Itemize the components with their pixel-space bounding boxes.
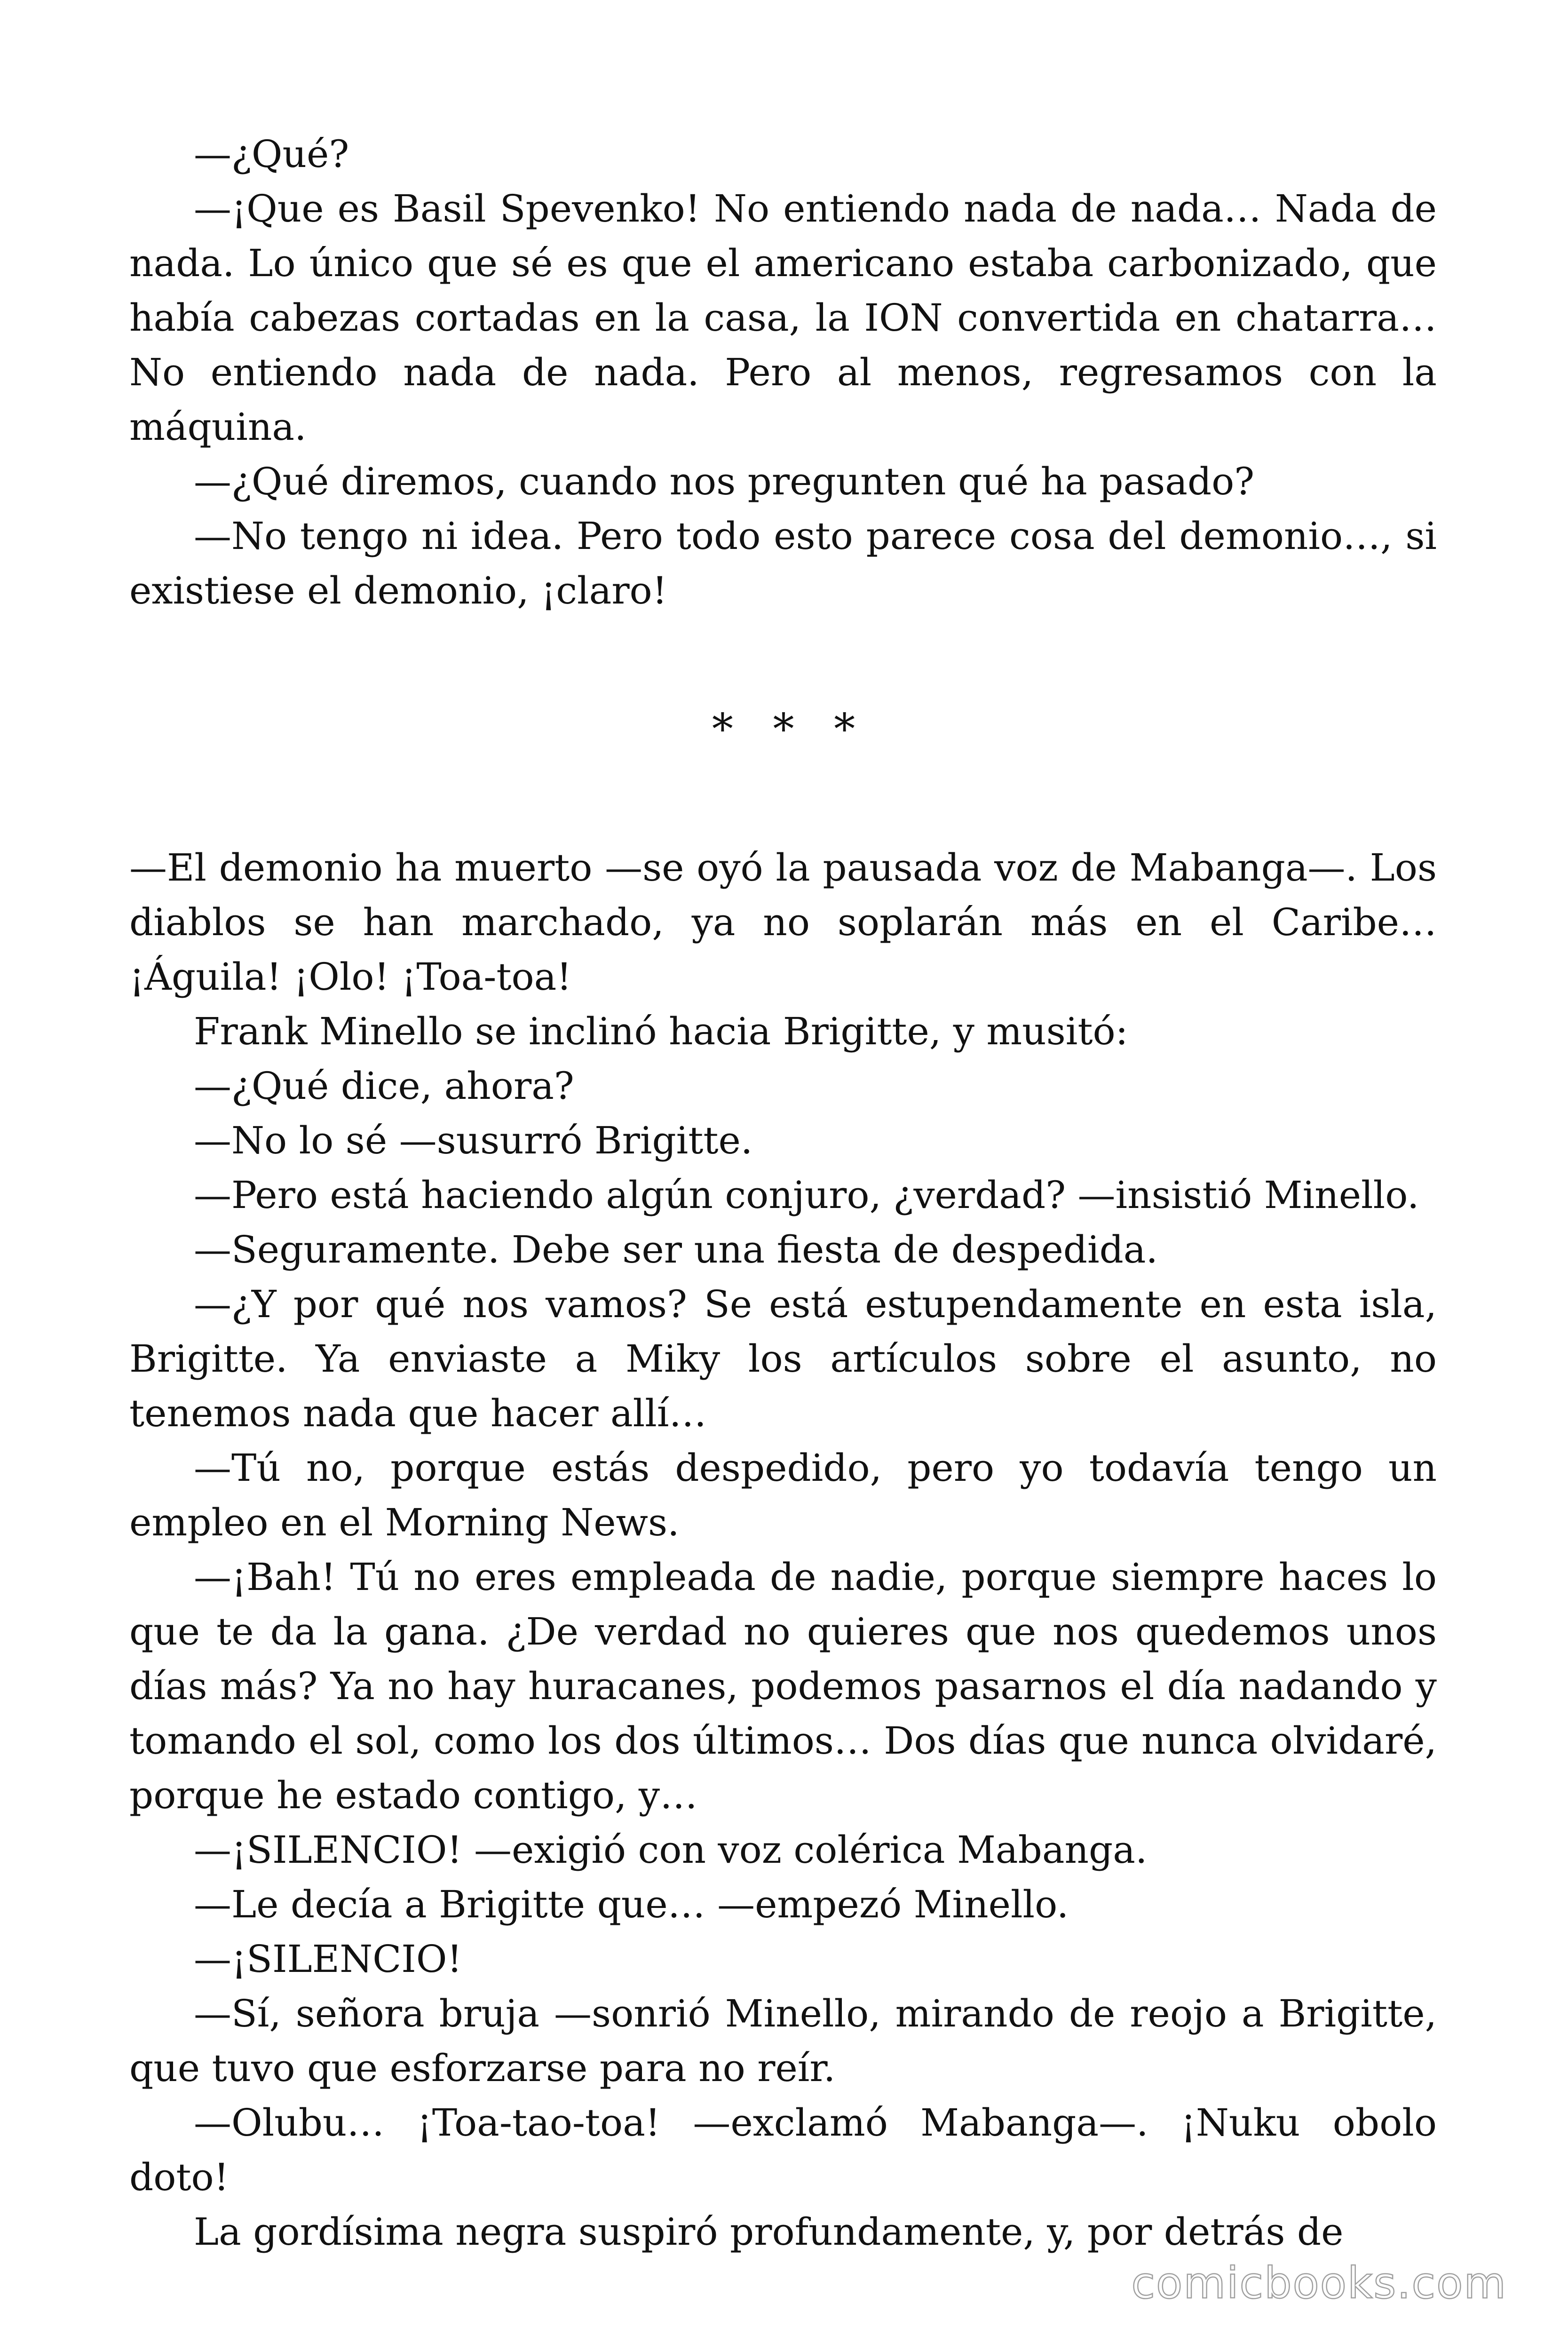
paragraph: —¿Qué dice, ahora? [194,1064,574,1108]
paragraph: —No tengo ni idea. Pero todo esto parece cosa del demonio…, si existiese el demonio, ¡claro! [129,514,1437,612]
paragraph: —Seguramente. Debe ser una fiesta de despedida. [194,1228,1158,1271]
page-content [129,127,1437,2259]
paragraph: —¡SILENCIO! —exigió con voz colérica Mabanga. [194,1828,1148,1872]
watermark: comicbooks.com [1131,2258,1507,2308]
paragraph: —El demonio ha muerto —se oyó la pausada voz de Mabanga—. Los diablos se han marchado, ya no soplarán más en el Caribe… ¡Águila! ¡Olo! ¡Toa-toa! [129,846,1437,999]
text-section-2 [129,841,1437,2259]
paragraph: —¡SILENCIO! [194,1937,462,1981]
section-separator: * * * [712,705,869,754]
paragraph: —¿Qué diremos, cuando nos pregunten qué ha pasado? [194,460,1255,503]
paragraph: —Le decía a Brigitte que… —empezó Minello. [194,1883,1069,1926]
paragraph: —Pero está haciendo algún conjuro, ¿verdad? —insistió Minello. [194,1173,1419,1217]
paragraph: —Sí, señora bruja —sonrió Minello, mirando de reojo a Brigitte, que tuvo que esforzarse para no reír. [129,1992,1437,2090]
paragraph: —¿Y por qué nos vamos? Se está estupendamente en esta isla, Brigitte. Ya enviaste a Miky los artículos sobre el asunto, no tenemos nada que hacer allí… [129,1282,1437,1435]
paragraph: La gordísima negra suspiró profundamente, y, por detrás de [194,2210,1344,2254]
paragraph: Frank Minello se inclinó hacia Brigitte, y musitó: [194,1009,1128,1053]
paragraph: —¡Bah! Tú no eres empleada de nadie, porque siempre haces lo que te da la gana. ¿De verdad no quieres que nos quedemos unos días más? Ya no hay huracanes, podemos pasarnos el día nadando y tomando el sol, como los dos últimos… Dos días que nunca olvidaré, porque he estado contigo, y… [129,1555,1437,1817]
paragraph: —Olubu… ¡Toa-tao-toa! —exclamó Mabanga—. ¡Nuku obolo doto! [129,2101,1437,2199]
paragraph: —No lo sé —susurró Brigitte. [194,1119,753,1162]
paragraph: —¡Que es Basil Spevenko! No entiendo nada de nada… Nada de nada. Lo único que sé es que el americano estaba carbonizado, que había cabezas cortadas en la casa, la ION convertida en chatarra… No entiendo nada de nada. Pero al menos, regresamos con la máquina. [129,187,1437,449]
text-section-1 [129,127,1437,618]
paragraph: —¿Qué? [194,132,349,176]
paragraph: —Tú no, porque estás despedido, pero yo todavía tengo un empleo en el Morning News. [129,1446,1437,1544]
